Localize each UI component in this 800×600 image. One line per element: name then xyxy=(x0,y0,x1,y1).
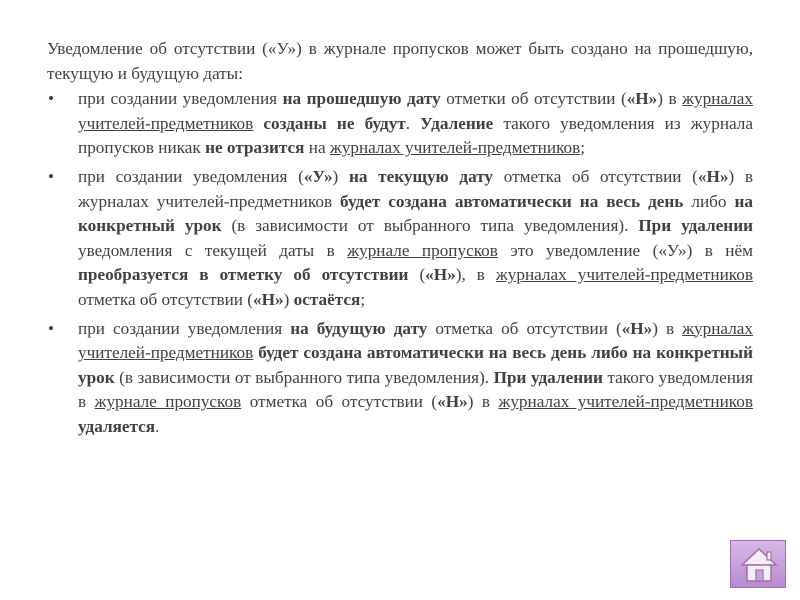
text-run: отметка об отсутствии ( xyxy=(493,166,698,186)
text-run: либо xyxy=(683,191,735,211)
bold-run: «Н» xyxy=(253,289,284,309)
bold-run: не отразится xyxy=(205,138,305,158)
text-run: ; xyxy=(580,138,586,158)
bold-run: на конкретный урок xyxy=(78,191,753,236)
bold-run: будет создана автоматически на весь день либо на конкретный урок xyxy=(78,343,754,387)
text-run: ; xyxy=(360,289,366,309)
text-run: отметки об отсутствии ( xyxy=(440,89,627,109)
bold-run: Удаление xyxy=(420,113,494,133)
text-run: (в зависимости от выбранного типа уведомления). xyxy=(221,216,639,236)
bold-run: будет создана автоматически на весь день xyxy=(340,191,684,211)
underlined-run: журналах учителей-предметников xyxy=(78,318,753,363)
bold-run: «У» xyxy=(303,166,333,186)
text-run: ), в xyxy=(455,265,496,285)
bold-run: «Н» xyxy=(437,392,468,412)
underlined-run: журнале пропусков xyxy=(94,392,242,412)
text-run: такого уведомления из журнала пропусков никак xyxy=(78,113,754,158)
text-run: ( xyxy=(408,265,426,285)
text-run: . xyxy=(405,113,421,133)
text-run: уведомления с текущей даты в xyxy=(78,240,348,260)
bullet-item-current-date xyxy=(47,165,753,313)
bold-run: на текущую дату xyxy=(348,166,494,186)
text-run: при создании уведомления ( xyxy=(78,166,304,186)
text-run: ) xyxy=(332,166,349,186)
text-run: на xyxy=(304,138,330,158)
text-run: (в зависимости от выбранного типа уведомления). xyxy=(114,367,494,387)
text-run: такого уведомления в xyxy=(78,367,754,412)
underlined-run: журналах учителей-предметников xyxy=(498,392,753,412)
text-run xyxy=(253,114,263,133)
text-run: ) xyxy=(283,289,294,309)
text-run: отметка об отсутствии ( xyxy=(241,392,438,412)
bold-run: остаётся xyxy=(293,289,361,309)
bullet-item-past-date xyxy=(47,87,753,161)
bold-run: преобразуется в отметку об отсутствии xyxy=(78,265,409,285)
underlined-run: журналах учителей-предметников xyxy=(495,265,753,285)
home-button[interactable] xyxy=(730,540,786,588)
text-run: при создании уведомления xyxy=(78,318,291,338)
text-run: отметка об отсутствии ( xyxy=(78,289,254,309)
underlined-run: журналах учителей-предметников xyxy=(329,138,581,158)
bold-run: При удалении xyxy=(493,367,603,387)
bold-run: на будущую дату xyxy=(290,318,428,338)
underlined-run: журнале пропусков xyxy=(347,240,498,260)
bold-run: на прошедшую дату xyxy=(282,89,441,109)
bold-run: созданы не будут xyxy=(263,113,406,133)
text-run: ) в xyxy=(467,392,499,412)
bold-run: удаляется xyxy=(78,416,156,436)
bullet-item-future-date xyxy=(47,317,753,440)
bullet-list xyxy=(47,87,753,439)
underlined-run: журналах учителей-предметников xyxy=(78,89,753,133)
text-run: ) в журналах учителей-предметников xyxy=(78,166,753,211)
text-run: . xyxy=(155,416,160,436)
bold-run: «Н» xyxy=(621,318,653,338)
text-run: ) в xyxy=(657,89,683,109)
bold-run: При удалении xyxy=(638,216,753,236)
text-run: отметка об отсутствии ( xyxy=(427,318,622,338)
text-run: при создании уведомления xyxy=(78,89,283,109)
intro-paragraph: Уведомление об отсутствии («У») в журнале пропусков может быть создано на прошедшую, текущую и будущую даты: xyxy=(47,39,753,83)
bold-run: «Н» xyxy=(697,166,729,186)
text-run: это уведомление («У») в нём xyxy=(497,240,754,260)
bold-run: «Н» xyxy=(626,89,658,109)
home-icon xyxy=(739,546,779,584)
text-run: ) в xyxy=(652,318,683,338)
bold-run: «Н» xyxy=(425,265,456,285)
slide-content xyxy=(47,37,753,444)
